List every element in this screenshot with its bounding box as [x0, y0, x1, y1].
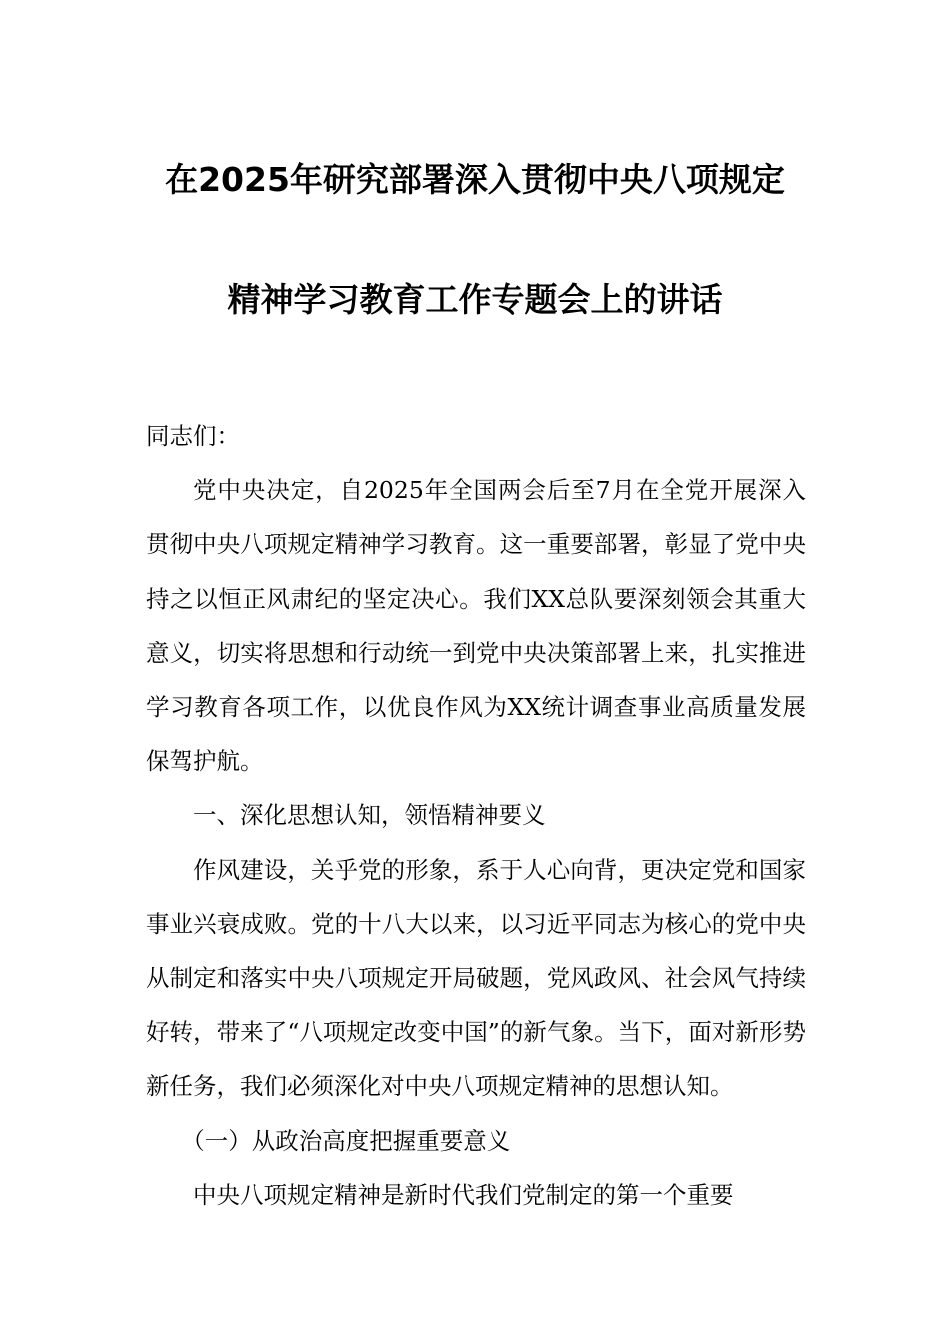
body-paragraph-2: 作风建设，关乎党的形象，系于人心向背，更决定党和国家事业兴衰成败。党的十八大以来，以习近平同志为核心的党中央从制定和落实中央八项规定开局破题，党风政风、社会风气持续好转，带来了“八项规定改变中国”的新气象。当下，面对新形势新任务，我们必须深化对中央八项规定精神的思想认知。 [146, 855, 806, 1101]
document-title-line-1: 在2025年研究部署深入贯彻中央八项规定 [165, 160, 785, 199]
document-title-line-2: 精神学习教育工作专题会上的讲话 [227, 280, 723, 319]
body-paragraph-1: 党中央决定，自2025年全国两会后至7月在全党开展深入贯彻中央八项规定精神学习教育。这一重要部署，彰显了党中央持之以恒正风肃纪的坚定决心。我们XX总队要深刻领会其重大意义，切实将思想和行动统一到党中央决策部署上来，扎实推进学习教育各项工作，以优良作风为XX统计调查事业高质量发展保驾护航。 [146, 476, 806, 776]
body-paragraph-3: 中央八项规定精神是新时代我们党制定的第一个重要 [193, 1180, 734, 1209]
section-heading-1: 一、深化思想认知，领悟精神要义 [193, 801, 546, 830]
salutation: 同志们： [146, 422, 240, 450]
document-body [146, 409, 806, 1222]
subsection-heading-1: （一）从政治高度把握重要意义 [181, 1126, 511, 1155]
